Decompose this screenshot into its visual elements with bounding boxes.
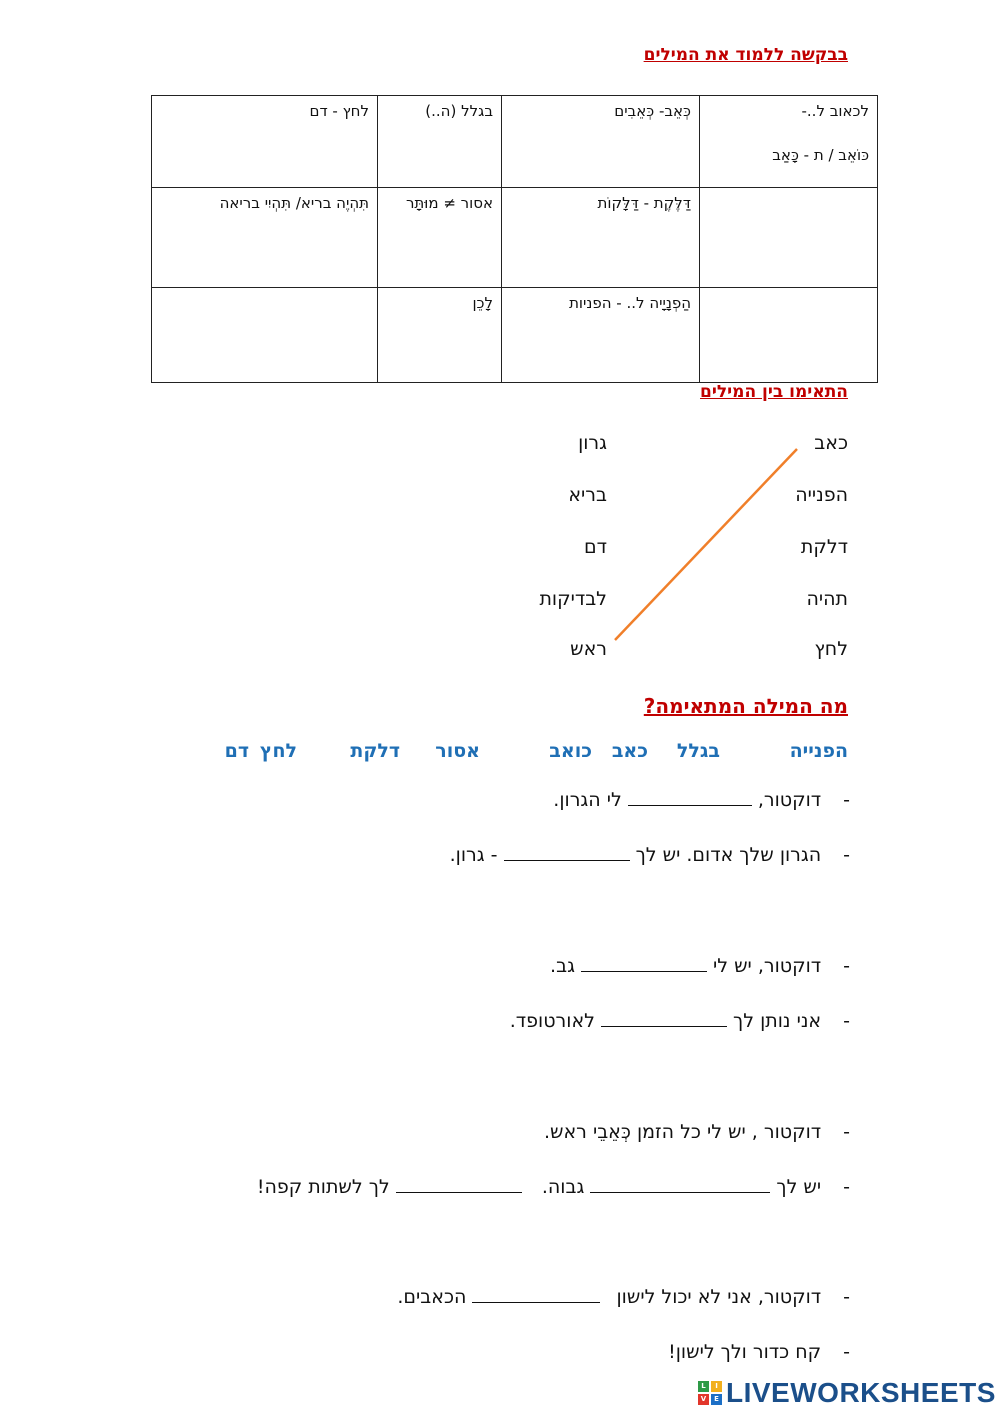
sentence-text: לי הגרון. [553, 789, 622, 811]
match-left-word[interactable]: הפנייה [795, 484, 848, 506]
vocab-text: אסור ≠ מוּתָּר [405, 194, 493, 212]
vocab-text: לחץ - דם [309, 102, 369, 120]
bullet-dash: - [843, 1010, 850, 1032]
word-bank-item: דם [224, 740, 249, 762]
logo-mark-letter: V [698, 1394, 709, 1405]
sentence [553, 789, 850, 811]
sentence [257, 1176, 850, 1198]
sentence-text: דוקטור , יש לי כל הזמן כְּאֵבֵי ראש. [543, 1121, 822, 1143]
logo-mark-icon [698, 1381, 722, 1405]
match-left-word[interactable]: כאב [814, 432, 848, 454]
bullet-dash: - [843, 844, 850, 866]
sentence [544, 1121, 850, 1143]
sentence-text: גב. [550, 955, 575, 977]
sentence-text: יש לך [776, 1176, 822, 1198]
answer-blank[interactable] [581, 955, 707, 972]
sentence-text: הכאבים. [397, 1286, 467, 1308]
word-bank-item: דלקת [350, 740, 400, 762]
vocab-text: לָכֵן [472, 294, 493, 312]
sentence-text: לאורטופד. [509, 1010, 595, 1032]
logo-text: LIVEWORKSHEETS [726, 1377, 996, 1408]
word-bank-item: כאב [611, 740, 648, 762]
bullet-dash: - [843, 1341, 850, 1363]
match-line[interactable] [615, 449, 797, 640]
answer-blank[interactable] [590, 1176, 770, 1193]
sentence-text: - גרון. [449, 844, 498, 866]
bullet-dash: - [843, 1286, 850, 1308]
bullet-dash: - [843, 789, 850, 811]
match-right-word[interactable]: לבדיקות [539, 588, 607, 610]
answer-blank[interactable] [472, 1286, 600, 1303]
bullet-dash: - [843, 1176, 850, 1198]
bullet-dash: - [843, 955, 850, 977]
sentence-text: דוקטור, אני לא יכול לישון [616, 1286, 822, 1308]
bullet-dash: - [843, 1121, 850, 1143]
answer-blank[interactable] [601, 1010, 727, 1027]
match-left-word[interactable]: תהיה [806, 588, 848, 610]
match-heading: התאימו בין המילים [700, 382, 848, 402]
sentence-text: קח כדור ולך לישון! [668, 1341, 822, 1363]
match-left-word[interactable]: לחץ [814, 638, 848, 660]
word-bank-item: בגלל [676, 740, 720, 762]
word-bank-item: כואב [549, 740, 592, 762]
vocab-text: הַפְנָיָיה ל.. - הפניות [569, 294, 691, 312]
vocab-text: תִּהְיֶה בריא/ תִּהְיִי בריאה [219, 194, 369, 212]
sentence-text: דוקטור, יש לי [713, 955, 822, 977]
logo-mark-letter: I [711, 1381, 722, 1392]
vocab-text: דַּלֶּקֶת - דַּלָּקוֹת [597, 194, 691, 212]
match-right-word[interactable]: דם [584, 536, 607, 558]
answer-blank[interactable] [504, 844, 630, 861]
sentence-text: דוקטור, [757, 789, 822, 811]
word-bank-item: לחץ [259, 740, 297, 762]
match-right-word[interactable]: גרון [578, 432, 607, 454]
vocab-text: לכאוב ל..- [801, 102, 869, 120]
sentence [550, 955, 850, 977]
vocab-text: כּוֹאֵב / ת - כָּאַב [772, 146, 869, 164]
word-bank-item: אסור [435, 740, 480, 762]
sentence [397, 1286, 850, 1308]
fill-heading: מה המילה המתאימה? [643, 694, 848, 718]
logo-mark-letter: E [711, 1394, 722, 1405]
word-bank-item: הפנייה [789, 740, 848, 762]
sentence [510, 1010, 850, 1032]
match-right-word[interactable]: ראש [570, 638, 607, 660]
sentence-text: הגרון שלך אדום. יש לך [635, 844, 822, 866]
sentence [668, 1341, 850, 1363]
match-left-word[interactable]: דלקת [800, 536, 848, 558]
sentence-text: לך לשתות קפה! [256, 1176, 390, 1198]
logo-mark-letter: L [698, 1381, 709, 1392]
page-title: בבקשה ללמוד את המילים [643, 45, 848, 65]
answer-blank[interactable] [628, 789, 752, 806]
liveworksheets-logo[interactable] [698, 1376, 996, 1410]
sentence [450, 844, 850, 866]
vocab-text: כְּאֵב- כְּאֵבִים [614, 102, 691, 120]
sentence-text: גבוה. [541, 1176, 585, 1198]
vocab-text: בגלל (ה..) [425, 102, 493, 120]
answer-blank[interactable] [396, 1176, 522, 1193]
match-right-word[interactable]: בריא [568, 484, 607, 506]
sentence-text: אני נותן לך [733, 1010, 822, 1032]
